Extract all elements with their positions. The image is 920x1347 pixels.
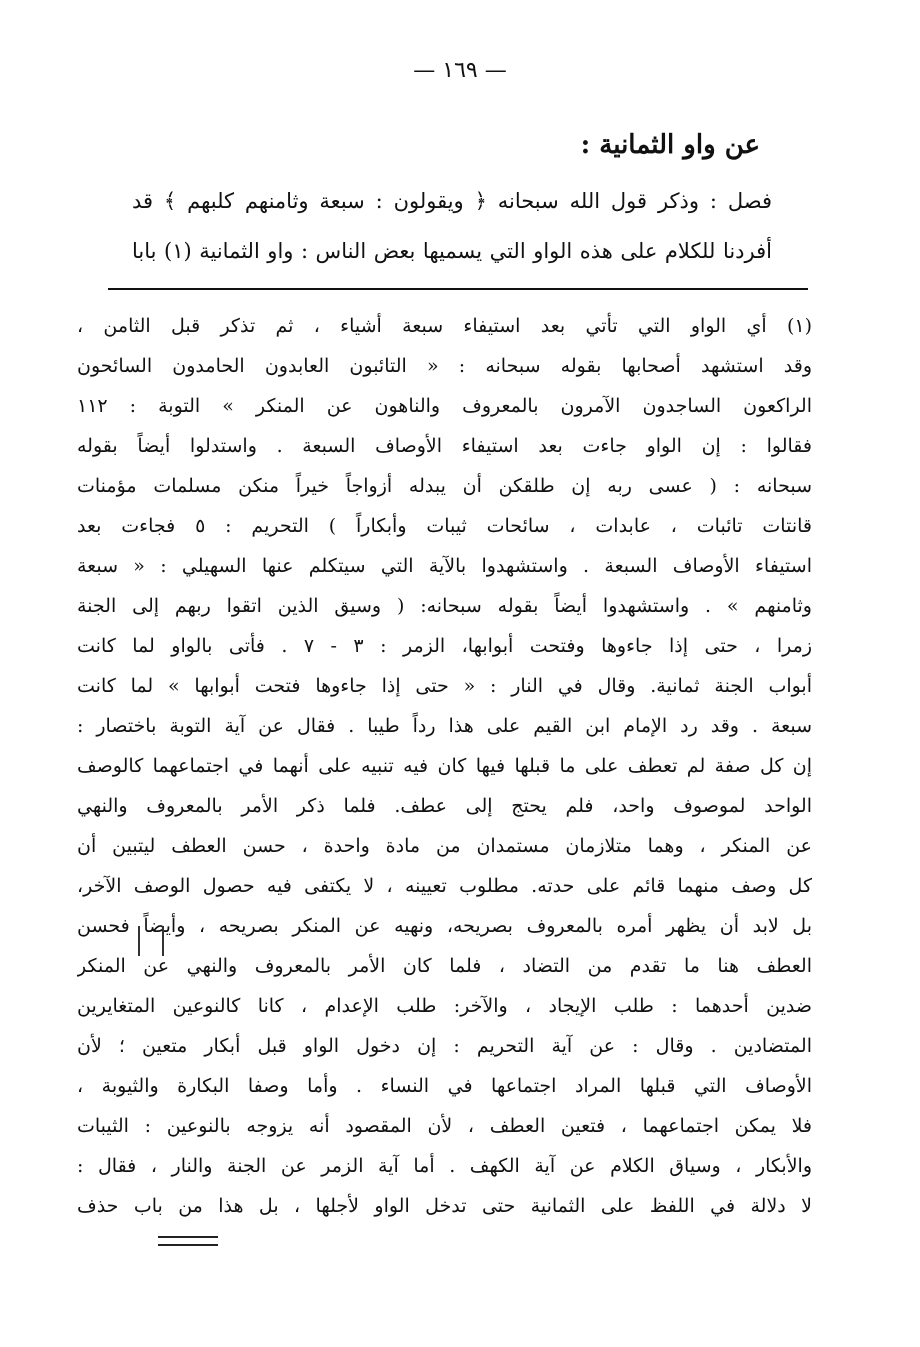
footnote-line: فلا يمكن اجتماعهما ، فتعين العطف ، لأن المقصود أنه يزوجه بالنوعين : الثيبات bbox=[77, 1115, 812, 1137]
footnote-line: سبعة . وقد رد الإمام ابن القيم على هذا رداً طيبا . فقال عن آية التوبة باختصار : bbox=[77, 715, 812, 737]
footnote-line: زمرا ، حتى إذا جاءوها وفتحت أبوابها، الزمر : ٣ - ٧ . فأتى بالواو لما كانت bbox=[77, 635, 812, 657]
footnote-line: فقالوا : إن الواو جاءت بعد استيفاء الأوصاف السبعة . واستدلوا أيضاً بقوله bbox=[77, 435, 812, 457]
footnote-line: الأوصاف التي قبلها المراد اجتماعها في النساء . وأما وصفا البكارة والثيوبة ، bbox=[77, 1075, 812, 1097]
footnote-line: وثامنهم » . واستشهدوا أيضاً بقوله سبحانه: ( وسيق الذين اتقوا ربهم إلى الجنة bbox=[77, 595, 812, 617]
continuation-rule bbox=[158, 1236, 218, 1246]
body-line: فصل : وذكر قول الله سبحانه ﴿ ويقولون : سبعة وثامنهم كلبهم ﴾ قد bbox=[132, 189, 772, 213]
footnote-line: عن المنكر ، وهما متلازمان مستمدان من مادة واحدة ، حسن العطف ليتبين أن bbox=[77, 835, 812, 857]
section-heading: عن واو الثمانية : bbox=[580, 130, 760, 160]
footnote-line: الراكعون الساجدون الآمرون بالمعروف والناهون عن المنكر » التوبة : ١١٢ bbox=[77, 395, 812, 417]
footnote-line: استيفاء الأوصاف السبعة . واستشهدوا بالآية التي سيتكلم عنها السهيلي : « سبعة bbox=[77, 555, 812, 577]
footnote-line: الواحد لموصوف واحد، فلم يحتج إلى عطف. فلما ذكر الأمر بالمعروف والنهي bbox=[77, 795, 812, 817]
footnote-line: كل وصف منهما قائم على حدته. مطلوب تعيينه ، لا يكتفى فيه حصول الوصف الآخر، bbox=[77, 875, 812, 897]
footnote-line: إن كل صفة لم تعطف على ما قبلها فيها كان فيه تنبيه على أنهما في اجتماعهما كالوصف bbox=[77, 755, 812, 777]
footnote-line: سبحانه : ( عسى ربه إن طلقكن أن يبدله أزواجاً خيراً منكن مسلمات مؤمنات bbox=[77, 475, 812, 497]
footnote-line: والأبكار ، وسياق الكلام عن آية الكهف . أما آية الزمر عن الجنة والنار ، فقال : bbox=[77, 1155, 812, 1177]
footnote-line: لا دلالة في اللفظ على الثمانية حتى تدخل الواو لأجلها ، بل هذا من باب حذف bbox=[77, 1195, 812, 1217]
footnote-line: بل لابد أن يظهر أمره بالمعروف بصريحه، ونهيه عن المنكر بصريحه ، وأيضاً فحسن bbox=[77, 915, 812, 937]
footnote-line: قانتات تائبات ، عابدات ، سائحات ثيبات وأبكاراً ) التحريم : ٥ فجاءت بعد bbox=[77, 515, 812, 537]
footnote-line: وقد استشهد أصحابها بقوله سبحانه : « التائبون العابدون الحامدون السائحون bbox=[77, 355, 812, 377]
footnote-line: أبواب الجنة ثمانية. وقال في النار : « حتى إذا جاءوها فتحت أبوابها » لما كانت bbox=[77, 675, 812, 697]
footnote-line: العطف هنا ما تقدم من التضاد ، فلما كان الأمر بالمعروف والنهي عن المنكر bbox=[77, 955, 812, 977]
footnote-line: المتضادين . وقال : عن آية التحريم : إن دخول الواو قبل أبكار متعين ؛ لأن bbox=[77, 1035, 812, 1057]
page-number: — ١٦٩ — bbox=[413, 58, 507, 83]
footnote-line: (١) أي الواو التي تأتي بعد استيفاء سبعة أشياء ، ثم تذكر قبل الثامن ، bbox=[77, 315, 812, 337]
body-line: أفردنا للكلام على هذه الواو التي يسميها بعض الناس : واو الثمانية (١) بابا bbox=[132, 239, 772, 263]
margin-bracket-mark bbox=[138, 926, 164, 956]
footnote-line: ضدين أحدهما : طلب الإيجاد ، والآخر: طلب الإعدام ، كانا كالنوعين المتغايرين bbox=[77, 995, 812, 1017]
footnote-divider bbox=[108, 288, 808, 290]
